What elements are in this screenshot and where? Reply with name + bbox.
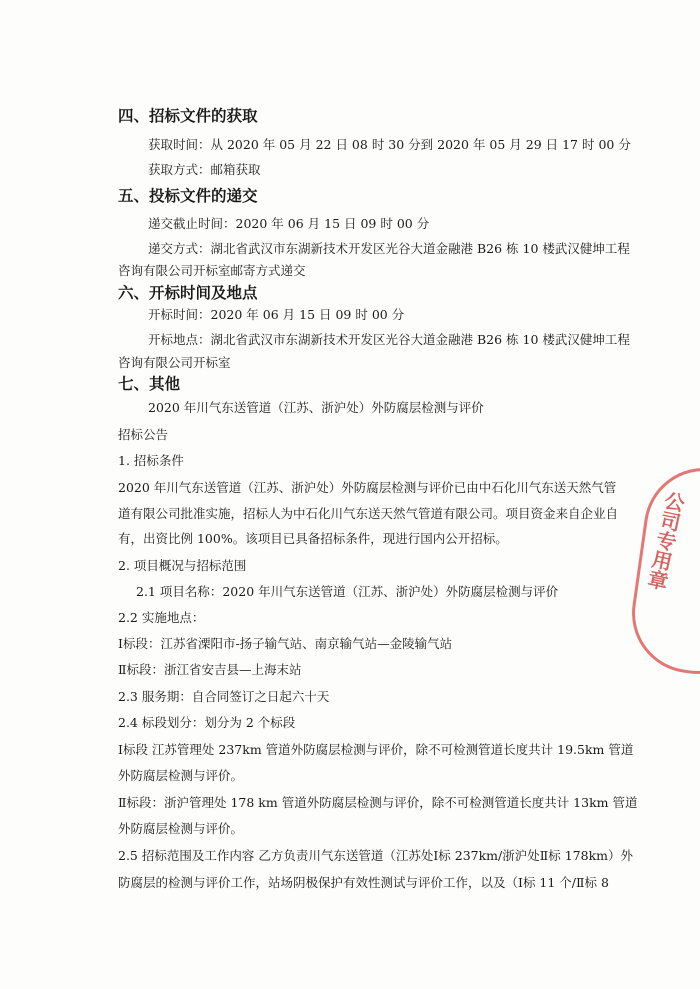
item-2-4-lot1-line1: Ⅰ标段 江苏管理处 237km 管道外防腐层检测与评价，除不可检测管道长度共计 19.5km 管道	[118, 742, 634, 757]
section-7-heading: 七、其他	[118, 375, 181, 393]
subsection-1-line1: 2020 年川气东送管道（江苏、浙沪处）外防腐层检测与评价已由中石化川气东送天然气管	[118, 480, 617, 495]
subsection-1-title: 1. 招标条件	[118, 453, 184, 468]
section-6-place-line2: 咨询有限公司开标室	[118, 355, 231, 370]
subsection-1-line2: 道有限公司批准实施，招标人为中石化川气东送天然气管道有限公司。项目资金来自企业自	[118, 506, 619, 521]
item-2-2-lot1: Ⅰ标段：江苏省溧阳市-扬子输气站、南京输气站—金陵输气站	[118, 636, 453, 651]
item-2-1: 2.1 项目名称：2020 年川气东送管道（江苏、浙沪处）外防腐层检测与评价	[136, 584, 559, 599]
item-2-4-lot2-line2: 外防腐层检测与评价。	[118, 821, 244, 836]
official-seal-text: 公司专用章	[642, 489, 688, 592]
project-title: 2020 年川气东送管道（江苏、浙沪处）外防腐层检测与评价	[148, 400, 484, 415]
section-5-heading: 五、投标文件的递交	[118, 187, 258, 205]
item-2-5-line2: 防腐层的检测与评价工作，站场阴极保护有效性测试与评价工作，以及（Ⅰ标 11 个/Ⅱ标 8	[118, 875, 609, 890]
section-6-time: 开标时间：2020 年 06 月 15 日 09 时 00 分	[148, 307, 405, 322]
section-5-method-line2: 咨询有限公司开标室邮寄方式递交	[118, 263, 306, 278]
section-5-deadline: 递交截止时间：2020 年 06 月 15 日 09 时 00 分	[148, 216, 430, 231]
notice-label: 招标公告	[118, 427, 169, 442]
item-2-4: 2.4 标段划分：划分为 2 个标段	[118, 715, 296, 730]
section-6-place-line1: 开标地点：湖北省武汉市东湖新技术开发区光谷大道金融港 B26 栋 10 楼武汉健坤工程	[148, 332, 630, 347]
section-5-method-line1: 递交方式：湖北省武汉市东湖新技术开发区光谷大道金融港 B26 栋 10 楼武汉健坤工程	[148, 241, 630, 256]
section-4-method: 获取方式：邮箱获取	[148, 162, 261, 177]
section-4-time: 获取时间：从 2020 年 05 月 22 日 08 时 30 分到 2020 年 05 月 29 日 17 时 00 分	[148, 137, 631, 152]
subsection-2-title: 2. 项目概况与招标范围	[118, 558, 247, 573]
section-6-heading: 六、开标时间及地点	[118, 284, 258, 302]
item-2-5-line1: 2.5 招标范围及工作内容 乙方负责川气东送管道（江苏处Ⅰ标 237km/浙沪处Ⅱ标 178km）外	[118, 848, 633, 863]
section-4-heading: 四、招标文件的获取	[118, 107, 258, 125]
subsection-1-line3: 有，出资比例 100%。该项目已具备招标条件，现进行国内公开招标。	[118, 531, 508, 546]
item-2-4-lot2-line1: Ⅱ标段：浙沪管理处 178 km 管道外防腐层检测与评价，除不可检测管道长度共计 13km 管道	[118, 795, 638, 810]
item-2-3: 2.3 服务期：自合同签订之日起六十天	[118, 689, 330, 704]
item-2-2-lot2: Ⅱ标段：浙江省安吉县—上海末站	[118, 662, 302, 677]
item-2-2: 2.2 实施地点：	[118, 610, 205, 625]
item-2-4-lot1-line2: 外防腐层检测与评价。	[118, 768, 244, 783]
